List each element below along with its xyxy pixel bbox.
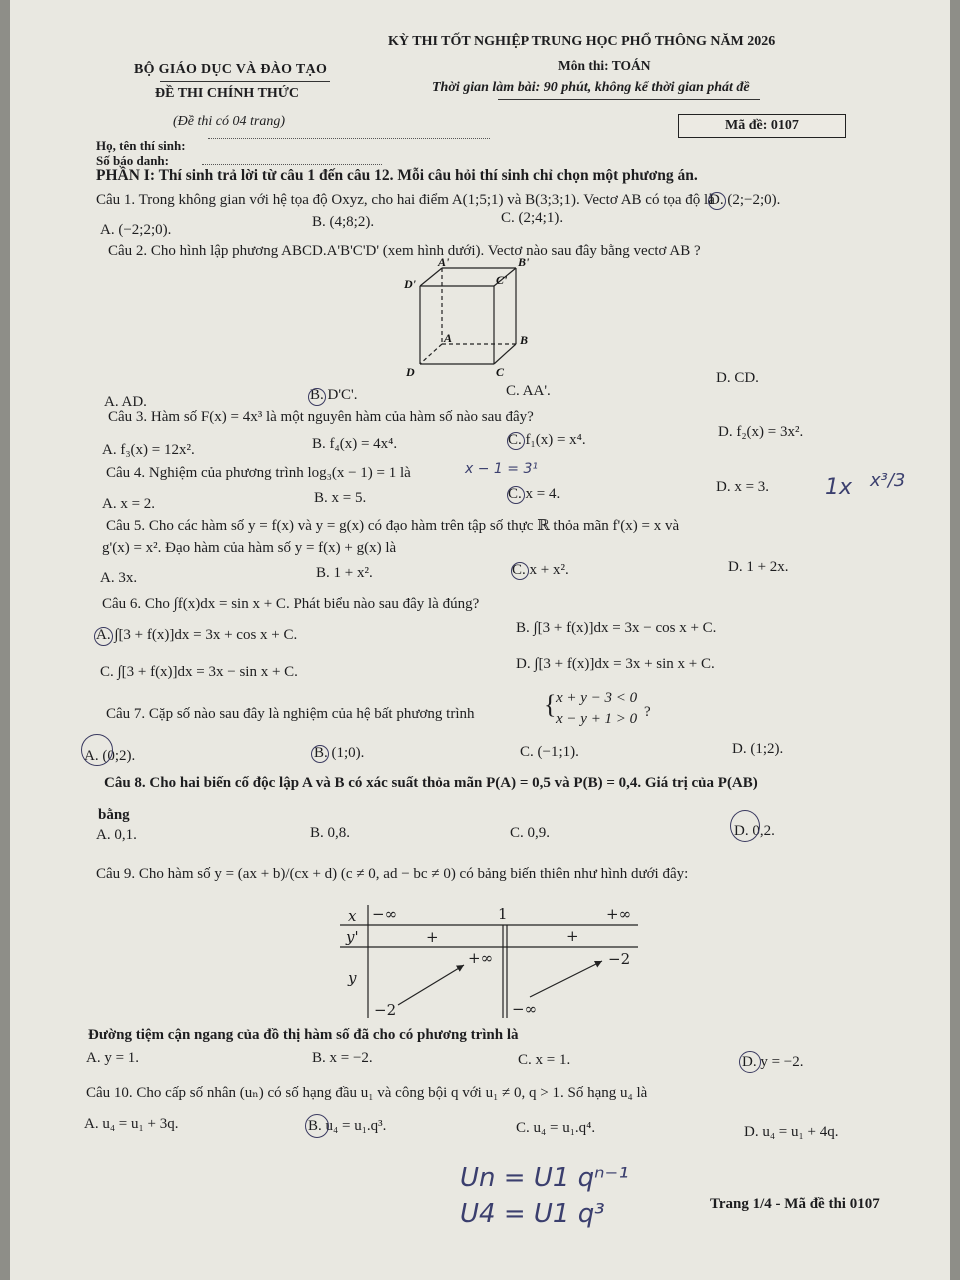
q10-option-c: C. u₄ = u₁.q⁴. [516,1120,596,1136]
q2-option-a: A. AD. [104,394,147,410]
exam-title: KỲ THI TỐT NGHIỆP TRUNG HỌC PHỔ THÔNG NĂM 2026 [388,34,776,49]
exam-code-box: Mã đề: 0107 [678,114,846,138]
cube-label: D [406,365,415,379]
question-2: Câu 2. Cho hình lập phương ABCD.A'B'C'D' (xem hình dưới). Vectơ nào sau đây bằng vectơ AB ? [108,243,701,259]
q1-option-a: A. (−2;2;0). [100,222,172,238]
handwritten-note: Un = U1 qⁿ⁻¹ [460,1163,629,1193]
ministry-name: BỘ GIÁO DỤC VÀ ĐÀO TẠO [134,62,328,77]
cube-label: D' [404,277,416,291]
question-mark: ? [644,704,651,720]
cube-hidden-edge [420,344,442,364]
cube-label: A [444,331,453,345]
question-4: Câu 4. Nghiệm của phương trình log₃(x − 1) = 1 là [106,465,411,481]
q2-option-b: B. D'C'. [310,387,358,403]
answer-mark [739,1051,761,1073]
q2-option-d: D. CD. [716,370,759,386]
table-x-label: x [348,907,357,925]
answer-mark [507,432,525,450]
question-7: Câu 7. Cặp số nào sau đây là nghiệm của hệ bất phương trình [106,706,475,722]
q7-option-d: D. (1;2). [732,741,784,757]
q10-option-a: A. u₄ = u₁ + 3q. [84,1116,179,1132]
handwritten-note: U4 = U1 q³ [460,1199,605,1229]
question-3: Câu 3. Hàm số F(x) = 4x³ là một nguyên hàm của hàm số nào sau đây? [108,409,534,425]
exam-page [10,0,950,1280]
name-label: Họ, tên thí sinh: [96,138,186,153]
subject-label: Môn thi: TOÁN [558,58,651,73]
q6-option-c: C. ∫[3 + f(x)]dx = 3x − sin x + C. [100,664,298,680]
answer-mark [507,486,525,504]
q3-option-b: B. f₄(x) = 4x⁴. [312,436,398,452]
q3-option-a: A. f₃(x) = 12x². [102,442,195,458]
system-line-2: x − y + 1 > 0 [556,711,638,727]
q1-option-c: C. (2;4;1). [501,210,564,226]
id-label: Số báo danh: [96,153,169,168]
answer-mark [311,745,329,763]
answer-mark [305,1114,329,1138]
q4-option-c: C. x = 4. [508,486,561,502]
question-9: Câu 9. Cho hàm số y = (ax + b)/(cx + d) (c ≠ 0, ad − bc ≠ 0) có bảng biến thiên như hình dưới đây: [96,866,689,882]
q8-option-c: C. 0,9. [510,825,551,841]
q4-option-b: B. x = 5. [314,490,367,506]
cube-edge [494,344,516,364]
header-underline [160,81,330,82]
q6-option-d: D. ∫[3 + f(x)]dx = 3x + sin x + C. [516,656,715,672]
question-8: Câu 8. Cho hai biến cố độc lập A và B có xác suất thỏa mãn P(A) = 0,5 và P(B) = 0,4. Giá trị của P(AB) [104,775,758,791]
answer-mark [81,734,113,766]
pages-note: (Đề thi có 04 trang) [173,114,285,129]
cube-label: B [520,333,529,347]
cube-label: B' [518,258,530,269]
table-minus-infinity: −∞ [372,905,398,923]
page-footer: Trang 1/4 - Mã đề thi 0107 [710,1196,880,1212]
answer-mark [94,627,113,646]
q5-option-a: A. 3x. [100,570,138,586]
q2-option-c: C. AA'. [506,383,551,399]
id-field [202,164,382,165]
q1-option-d: D. (2;−2;0). [709,192,781,208]
q7-option-a: A. (0;2). [84,748,136,764]
variation-table [340,905,640,1020]
q4-option-d: D. x = 3. [716,479,770,495]
table-one: 1 [498,905,508,923]
question-6: Câu 6. Cho ∫f(x)dx = sin x + C. Phát biểu nào sau đây là đúng? [102,596,480,612]
question-8-cont: bằng [98,807,130,823]
q4-option-a: A. x = 2. [102,496,156,512]
cube-label: C' [496,273,508,287]
q5-option-b: B. 1 + x². [316,565,373,581]
system-line-1: x + y − 3 < 0 [556,690,638,706]
q9-option-c: C. x = 1. [518,1052,571,1068]
answer-mark [308,388,326,406]
q6-option-a: A. ∫[3 + f(x)]dx = 3x + cos x + C. [96,627,298,643]
answer-mark [511,562,529,580]
q3-option-d: D. f₂(x) = 3x². [718,424,804,440]
q8-option-d: D. 0,2. [734,823,775,839]
q5-option-c: C. x + x². [512,562,569,578]
q10-option-d: D. u₄ = u₁ + 4q. [744,1124,839,1140]
question-5: Câu 5. Cho các hàm số y = f(x) và y = g(x) có đạo hàm trên tập số thực ℝ thỏa mãn f'(x) = x và [106,518,680,534]
table-sign-plus: + [426,928,439,946]
q7-option-b: B. (1;0). [314,745,365,761]
q9-option-a: A. y = 1. [86,1050,140,1066]
table-y-neg-two: −2 [608,950,631,968]
table-sign-plus: + [566,927,579,945]
increasing-arrow [398,965,464,1005]
q8-option-a: A. 0,1. [96,827,137,843]
cube-edge [420,268,442,286]
q5-option-d: D. 1 + 2x. [728,559,789,575]
table-y-plus-infinity: +∞ [468,949,494,967]
q9-option-b: B. x = −2. [312,1050,373,1066]
answer-mark [730,810,760,842]
table-y-minus-infinity: −∞ [512,1000,538,1018]
q7-option-c: C. (−1;1). [520,744,579,760]
handwritten-note: x − 1 = 3¹ [465,461,538,477]
q3-option-c: C. f₁(x) = x⁴. [508,432,586,448]
question-5-cont: g'(x) = x². Đạo hàm của hàm số y = f(x) + g(x) là [102,540,397,556]
table-plus-infinity: +∞ [606,905,632,923]
q9-option-d: D. y = −2. [742,1054,804,1070]
handwritten-note: 1x [825,475,853,500]
question-1: Câu 1. Trong không gian với hệ tọa độ Oxyz, cho hai điểm A(1;5;1) và B(3;3;1). Vectơ AB có tọa độ là [96,192,715,208]
name-field [208,138,490,139]
time-label: Thời gian làm bài: 90 phút, không kể thời gian phát đề [432,80,750,95]
q8-option-b: B. 0,8. [310,825,351,841]
answer-mark [708,192,726,210]
question-9-cont: Đường tiệm cận ngang của đồ thị hàm số đã cho có phương trình là [88,1027,519,1043]
question-10: Câu 10. Cho cấp số nhân (uₙ) có số hạng đầu u₁ và công bội q với u₁ ≠ 0, q > 1. Số hạng u₄ là [86,1085,648,1101]
handwritten-note: x³/3 [870,470,906,491]
q10-option-b: B. u₄ = u₁.q³. [308,1118,387,1134]
table-y-label: y [348,969,357,987]
part1-instruction: PHẦN I: Thí sinh trả lời từ câu 1 đến câu 12. Mỗi câu hỏi thí sinh chỉ chọn một phương án. [96,167,698,184]
cube-label: C [496,365,505,379]
q6-option-b: B. ∫[3 + f(x)]dx = 3x − cos x + C. [516,620,717,636]
cube-label: A' [438,258,450,269]
official-label: ĐỀ THI CHÍNH THỨC [155,86,300,101]
brace-icon: { [544,690,557,719]
table-yprime-label: y' [346,928,359,946]
cube-figure [400,258,540,382]
time-underline [498,99,760,100]
table-y-neg-two: −2 [374,1001,397,1019]
q1-option-b: B. (4;8;2). [312,214,375,230]
increasing-arrow [530,961,602,997]
